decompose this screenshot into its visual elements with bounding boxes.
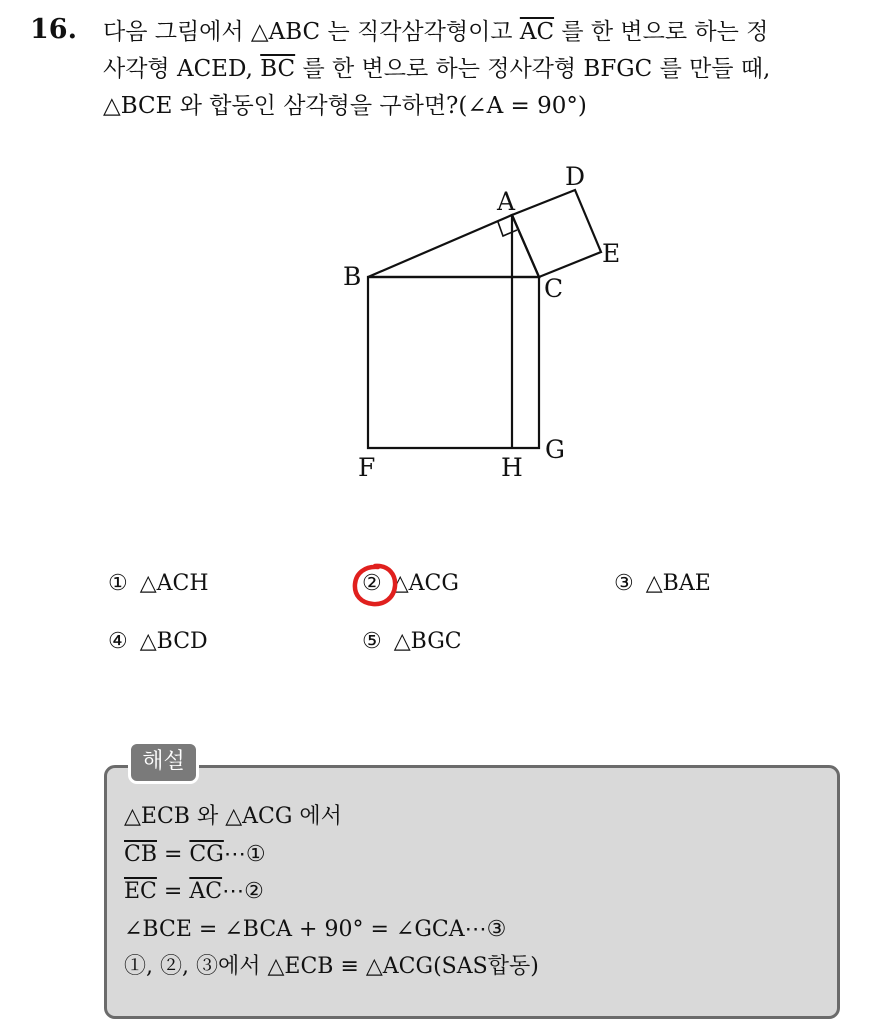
solution-tab: 해설 (128, 741, 199, 784)
segment-label: $\overline{CG}$ (189, 841, 224, 867)
label-c: C (544, 274, 564, 303)
segment-label: $\overline{EC}$ (124, 879, 157, 904)
question-text-fragment: 를 한 변으로 하는 정사각형 BFGC 를 만들 때, (295, 56, 771, 82)
question-line-1 (103, 14, 863, 51)
choice-number: ② (362, 571, 382, 596)
square-bfgc (368, 277, 539, 448)
choice-text: △ACG (391, 571, 459, 596)
question-text-fragment: △BCE 와 합동인 삼각형을 구하면?(∠A = 90°) (103, 93, 587, 119)
question-text-fragment: 사각형 ACED, (103, 56, 261, 82)
choice-text: △BAE (645, 571, 711, 596)
question-text-fragment: 를 한 변으로 하는 정 (554, 19, 769, 45)
question-text-fragment: 다음 그림에서 △ABC 는 직각삼각형이고 (103, 19, 520, 45)
segment-label: $\overline{AC}$ (189, 879, 223, 904)
solution-line-2 (124, 836, 539, 874)
answer-circle-mark (350, 562, 400, 608)
segment-label: $\overline{BC}$ (260, 56, 296, 82)
label-d: D (565, 162, 586, 191)
choice-3[interactable] (614, 571, 711, 596)
label-a: A (497, 187, 516, 216)
choice-text: △BCD (139, 629, 208, 654)
right-angle-marker (498, 222, 517, 236)
label-f: F (358, 453, 376, 482)
choice-number: ④ (108, 629, 128, 654)
solution-line-1: △ECB 와 △ACG 에서 (124, 804, 342, 829)
choice-number: ① (108, 571, 128, 596)
solution-line-5: ①, ②, ③에서 △ECB ≡ △ACG(SAS합동) (124, 954, 539, 979)
square-aced (512, 190, 601, 277)
choice-text: △BGC (393, 629, 462, 654)
triangle-abc (368, 215, 539, 277)
label-g: G (545, 435, 565, 464)
choice-4[interactable] (108, 629, 208, 654)
question-line-3 (103, 88, 863, 125)
choice-5[interactable] (362, 629, 462, 654)
solution-line-4: ∠BCE = ∠BCA + 90° = ∠GCA⋯③ (124, 916, 507, 942)
equals-sign: = (156, 879, 190, 904)
question-line-2 (103, 51, 863, 88)
question-text (103, 14, 863, 125)
label-b: B (343, 262, 362, 291)
choice-number: ③ (614, 571, 634, 596)
equals-sign: = (157, 841, 190, 867)
segment-label: $\overline{CB}$ (124, 841, 157, 867)
solution-text (124, 798, 539, 986)
choice-text: △ACH (139, 571, 209, 596)
question-number: 16. (30, 14, 77, 45)
label-e: E (602, 239, 621, 268)
choice-1[interactable] (108, 571, 209, 596)
solution-line-3 (124, 873, 539, 911)
choice-number: ⑤ (362, 629, 382, 654)
label-h: H (501, 453, 523, 482)
segment-label: $\overline{AC}$ (519, 19, 555, 45)
geometry-figure (330, 150, 630, 490)
line-tail: ⋯② (222, 879, 264, 904)
line-tail: ⋯① (223, 841, 266, 867)
